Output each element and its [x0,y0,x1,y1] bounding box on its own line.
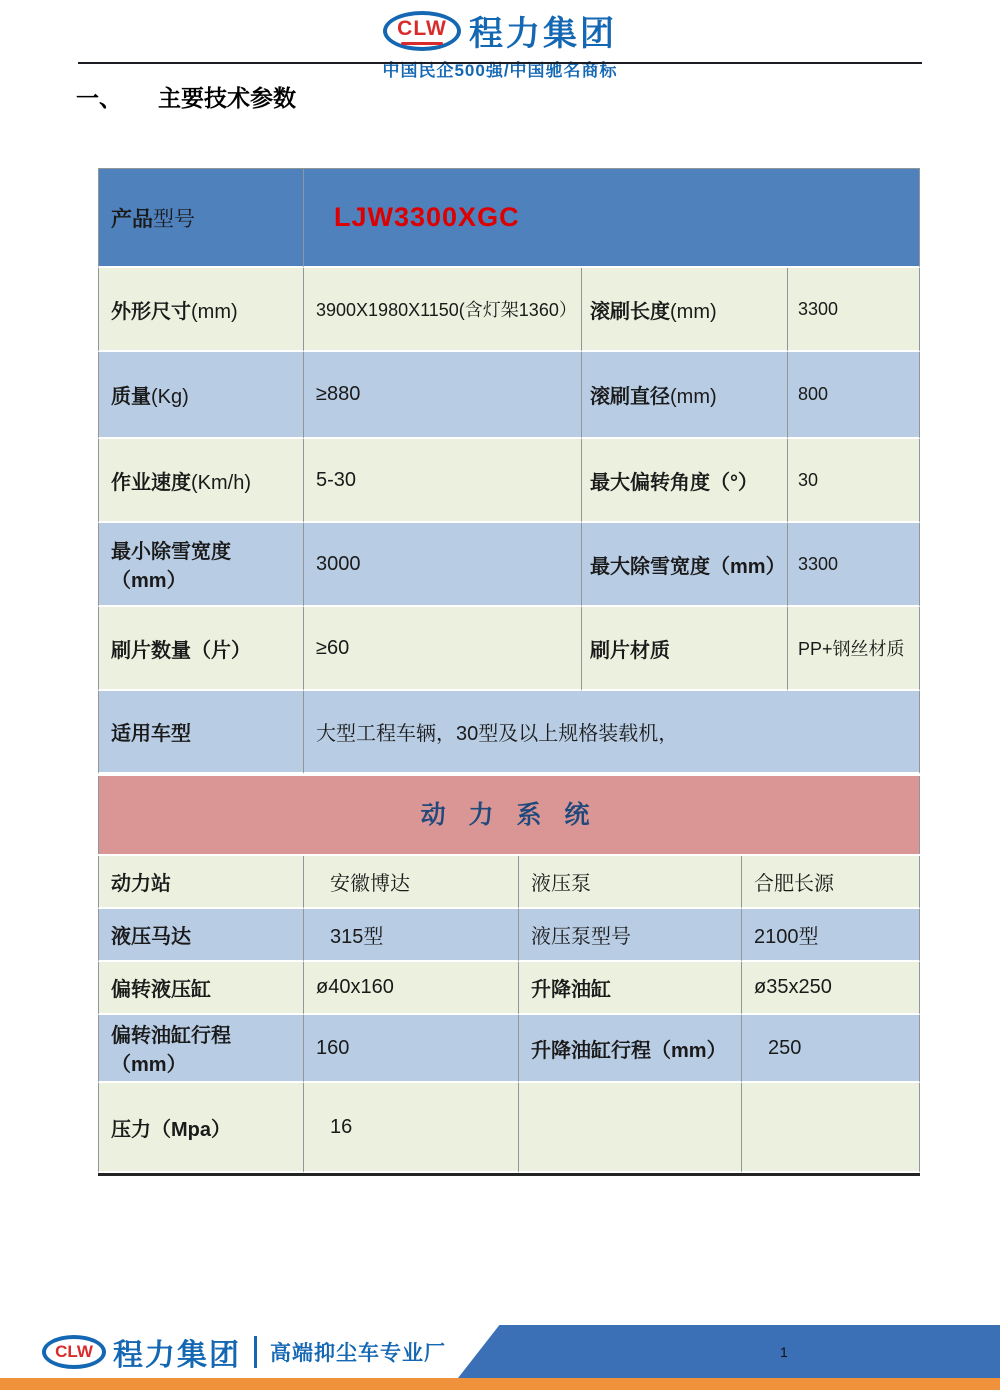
power-label: 液压马达 [98,909,304,962]
spec-label: 最大除雪宽度（mm） [582,523,788,607]
footer-brand: 程力集团 [113,1339,241,1372]
power-table [98,856,920,1176]
header-divider [78,62,922,64]
page-number: 1 [780,1344,788,1360]
power-value: 250 [742,1015,920,1083]
footer-divider-bar [254,1336,257,1368]
spec-label: 作业速度(Km/h) [98,439,304,523]
spec-value: 30 [788,439,920,523]
power-row [98,962,920,1015]
spec-label: 刷片数量（片） [98,607,304,691]
power-value: ø40x160 [304,962,519,1015]
spec-value: 3300 [788,523,920,607]
page-title [76,80,296,113]
power-label: 升降油缸 [519,962,742,1015]
power-row [98,1015,920,1083]
model-row [98,168,920,268]
spec-table [98,168,920,774]
power-value: 16 [304,1083,519,1173]
spec-label: 最大偏转角度（°） [582,439,788,523]
product-model: LJW3300XGC [304,168,920,268]
power-label [519,1083,742,1173]
spec-value: ≥880 [304,352,582,439]
power-section-header: 动 力 系 统 [98,776,920,854]
power-label: 液压泵型号 [519,909,742,962]
vehicle-row [98,691,920,774]
power-label: 动力站 [98,856,304,909]
vehicle-value: 大型工程车辆，30型及以上规格装载机， [304,691,920,774]
power-row [98,1083,920,1173]
power-label: 升降油缸行程（mm） [519,1015,742,1083]
power-value: 安徽博达 [304,856,519,909]
spec-row [98,607,920,691]
title-number: 一、 [76,85,122,111]
footer-parallelogram [458,1325,1000,1378]
spec-row [98,352,920,439]
spec-value: 5-30 [304,439,582,523]
power-value: 2100型 [742,909,920,962]
clw-logo-icon [383,11,461,51]
vehicle-label: 适用车型 [98,691,304,774]
clw-logo-icon [42,1335,106,1369]
spec-row [98,268,920,352]
power-value: ø35x250 [742,962,920,1015]
power-row [98,909,920,962]
spec-value: 3300 [788,268,920,352]
spec-value: 800 [788,352,920,439]
spec-label: 最小除雪宽度（mm） [98,523,304,607]
footer-logo [42,1330,446,1374]
power-label: 偏转液压缸 [98,962,304,1015]
power-row [98,856,920,909]
title-text: 主要技术参数 [158,85,296,111]
spec-value: 3000 [304,523,582,607]
spec-row [98,523,920,607]
spec-label: 滚刷长度(mm) [582,268,788,352]
footer-orange-bar [0,1378,1000,1390]
footer-tagline: 高端抑尘车专业厂 [270,1342,446,1365]
power-label: 液压泵 [519,856,742,909]
clw-swoosh-icon [401,42,443,45]
header-logo [0,6,1000,55]
spec-label: 外形尺寸(mm) [98,268,304,352]
spec-value: 3900X1980X1150(含灯架1360） [304,268,582,352]
spec-value: PP+钢丝材质 [788,607,920,691]
spec-label: 质量(Kg) [98,352,304,439]
spec-label: 刷片材质 [582,607,788,691]
spec-value: ≥60 [304,607,582,691]
power-value: 315型 [304,909,519,962]
header [0,6,1000,81]
clw-logo-text: CLW [397,16,447,40]
brand-tagline: 中国民企500强/中国驰名商标 [382,61,618,80]
spec-label: 滚刷直径(mm) [582,352,788,439]
clw-logo-text: CLW [55,1342,93,1361]
power-label: 偏转油缸行程（mm） [98,1015,304,1083]
power-value [742,1083,920,1173]
power-value: 合肥长源 [742,856,920,909]
brand-name: 程力集团 [469,15,617,53]
spec-row [98,439,920,523]
power-value: 160 [304,1015,519,1083]
power-label: 压力（Mpa） [98,1083,304,1173]
spec-table-stack [98,168,920,1176]
product-label: 产品型号 [98,168,304,268]
